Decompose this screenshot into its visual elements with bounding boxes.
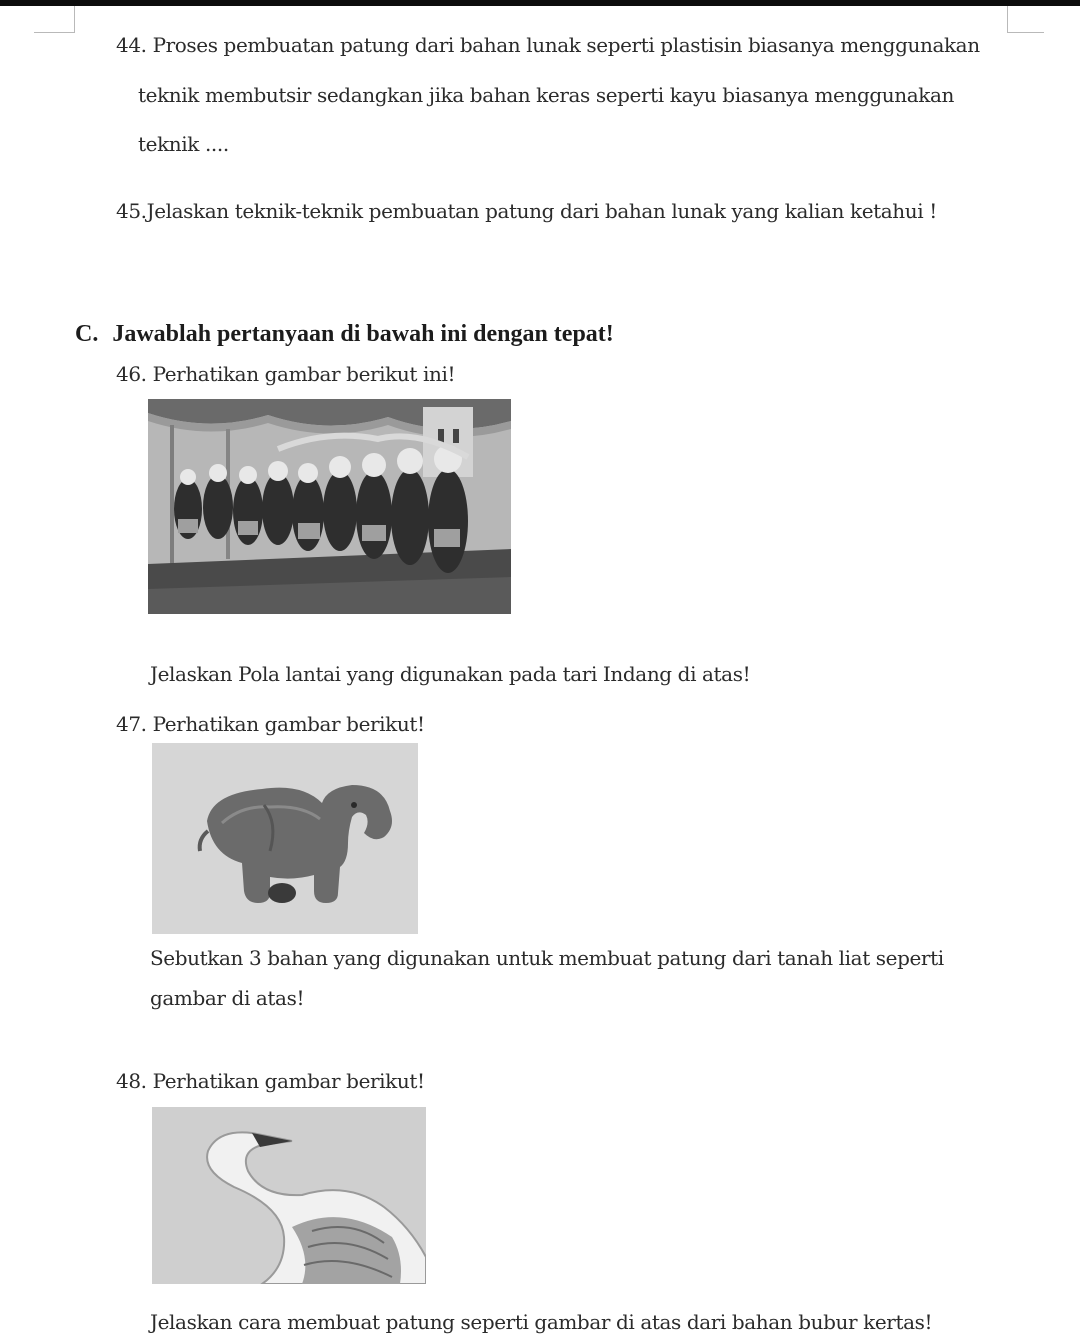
q48-intro: 48. Perhatikan gambar berikut! [116, 1069, 425, 1093]
elephant-statue-photo [152, 743, 418, 934]
swan-statue-photo [152, 1107, 426, 1284]
section-c-letter: C. [75, 321, 99, 347]
top-edge-bar [0, 0, 1080, 6]
q47-intro: 47. Perhatikan gambar berikut! [116, 712, 425, 736]
q44-line-3: teknik .... [138, 132, 229, 156]
q47-prompt-line-1: Sebutkan 3 bahan yang digunakan untuk membuat patung dari tanah liat seperti [150, 946, 944, 970]
q44-line-1: 44. Proses pembuatan patung dari bahan lunak seperti plastisin biasanya menggunakan [116, 33, 980, 57]
dance-photo [148, 399, 511, 614]
q46-prompt: Jelaskan Pola lantai yang digunakan pada tari Indang di atas! [150, 662, 751, 686]
section-c-heading [75, 319, 614, 349]
q46-intro: 46. Perhatikan gambar berikut ini! [116, 362, 456, 386]
swan-statue-illustration [152, 1107, 426, 1284]
q47-prompt-line-2: gambar di atas! [150, 986, 305, 1010]
q45-line-1: 45.Jelaskan teknik-teknik pembuatan patung dari bahan lunak yang kalian ketahui ! [116, 199, 937, 223]
section-c-title: Jawablah pertanyaan di bawah ini dengan tepat! [112, 321, 614, 347]
q48-prompt: Jelaskan cara membuat patung seperti gambar di atas dari bahan bubur kertas! [150, 1310, 933, 1334]
page-corner-mark-right [1007, 6, 1044, 33]
page-corner-mark-left [34, 6, 75, 33]
q44-line-2: teknik membutsir sedangkan jika bahan keras seperti kayu biasanya menggunakan [138, 83, 954, 107]
elephant-statue-illustration [152, 743, 418, 934]
dance-photo-illustration [148, 399, 511, 614]
